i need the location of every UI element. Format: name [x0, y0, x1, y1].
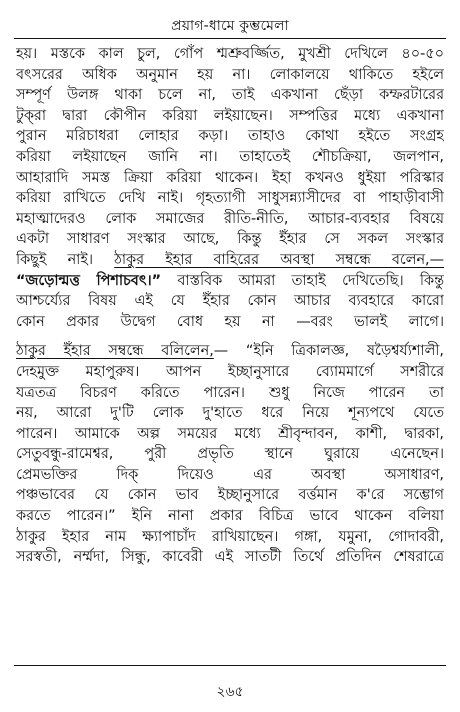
- body-text: [16, 44, 444, 568]
- text-line: বৎসরের অধিক অনুমান হয় না। লোকালয়ে থাকিতে হইলে: [16, 66, 444, 83]
- text-line: একটা সাধারণ সংস্কার আছে, কিন্তু ইঁহার সে সকল সংস্কার: [16, 231, 444, 248]
- text-line: হয়। মস্তকে কাল চুল, গোঁপ শ্মশ্রুবর্জ্জিত, মুখশ্রী দেখিলে ৪০-৫০: [16, 46, 444, 62]
- text-line: প্রেমভক্তির দিক্‌ দিয়েও এর অবস্থা অসাধারণ,: [16, 466, 444, 483]
- text-segment: — “ইনি ত্রিকালজ্ঞ, ষড়ৈশ্বর্য্যশালী,: [213, 343, 444, 360]
- text-line: সরস্বতী, নর্ম্মদা, সিন্ধু, কাবেরী এই সাতটী তির্থে প্রতিদিন শেষরাত্রে: [16, 549, 444, 566]
- text-line: [16, 341, 444, 362]
- paragraph-gap: [16, 332, 444, 341]
- header-rule: [14, 38, 446, 39]
- text-line: নয়, আরো দু'টি লোক দু'হাতে ধরে নিয়ে শূন্যপথে যেতে: [16, 405, 444, 422]
- text-line: সম্পূর্ণ উলঙ্গ থাকা চলে না, তাই একখানা ছেঁড়া কম্ফরটারের: [16, 87, 444, 104]
- text-line: [16, 250, 444, 271]
- footer-rule: [14, 665, 446, 666]
- text-line: আশ্চর্য্যের বিষয় এই যে ইঁহার কোন আচার ব্যবহারে কারো: [16, 293, 444, 310]
- text-line: করিয়া রাখিতে দেখি নাই। গৃহত্যাগী সাধুসন্ন্যাসীদের বা পাহাড়ীবাসী: [16, 190, 444, 207]
- text-line: আহারাদি সমস্ত ক্রিয়া করিয়া থাকেন। ইহা কখনও ধুইয়া পরিস্কার: [16, 169, 444, 186]
- text-line: করতে পারেন।” ইনি নানা প্রকার বিচিত্র ভাবে থাকেন বলিয়া: [16, 508, 444, 525]
- text-line: করিয়া লইয়াছেন জানি না। তাহাতেই শৌচক্রিয়া, জলপান,: [16, 148, 444, 165]
- bold-quote: “জড়োন্মত্ত পিশাচবৎ।”: [16, 272, 162, 289]
- running-title: প্রয়াগ-ধামে কুম্ভমেলা: [171, 18, 289, 34]
- text-line: যত্রতত্র বিচরণ করিতে পারেন। শুধু নিজে পারেন তা: [16, 384, 444, 401]
- text-line: সেতুবন্ধু-রামেশ্বর, পুরী প্রভৃতি স্থানে ঘুরায়ে এনেছেন।: [16, 446, 444, 463]
- underlined-phrase: ঠাকুর ইঁহার সম্বন্ধে বলিলেন,: [16, 343, 214, 360]
- text-line: [16, 271, 444, 292]
- text-line: ঠাকুর ইহার নাম ক্ষ্যাপাচাঁদ রাখিয়াছেন। গঙ্গা, যমুনা, গোদাবরী,: [16, 528, 444, 545]
- text-segment: বাস্তবিক আমরা তাহাই দেখিতেছি। কিন্তু: [161, 272, 444, 289]
- underlined-phrase: ঠাকুর ইহার বাহিরের অবস্থা সম্বন্ধে বলেন,—: [114, 251, 444, 268]
- text-line: পারেন। আমাকে অল্প সময়ের মধ্যে শ্রীবৃন্দাবন, কাশী, দ্বারকা,: [16, 425, 444, 442]
- paragraph-1: [16, 44, 444, 332]
- text-line: টুক্‌রা দ্বারা কৌপীন করিয়া লইয়াছেন। সম্পত্তির মধ্যে একখানা: [16, 107, 444, 124]
- text-line: পঞ্চভাবের যে কোন ভাব ইচ্ছানুসারে বর্ত্তমান ক'রে সম্ভোগ: [16, 487, 444, 504]
- paragraph-2: [16, 341, 444, 568]
- text-segment: কিছুই নাই।: [16, 251, 115, 268]
- page-number: ২৬৫: [216, 684, 244, 700]
- text-line: মহাত্মাদেরও লোক সমাজের রীতি-নীতি, আচার-ব্যবহার বিষয়ে: [16, 210, 444, 227]
- text-line: দেহমুক্ত মহাপুরুষ। আপন ইচ্ছানুসারে ব্যোমমার্গে সশরীরে: [16, 363, 444, 380]
- text-line: কোন প্রকার উদ্বেগ বোধ হয় না —বরং ভালই লাগে।: [16, 313, 444, 330]
- text-line: পুরান মরিচাধরা লোহার কড়া। তাহাও কোথা হইতে সংগ্রহ: [16, 128, 444, 145]
